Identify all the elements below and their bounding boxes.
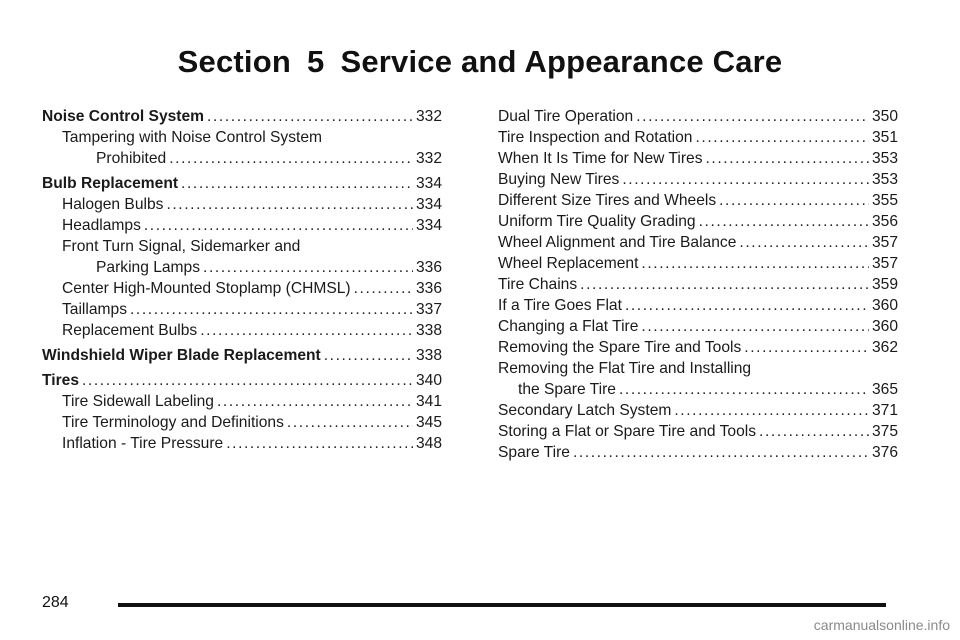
toc-entry-page: 356: [871, 213, 898, 230]
toc-entry-page: 337: [415, 301, 442, 318]
toc-entry[interactable]: [42, 257, 442, 278]
toc-left-column: [42, 106, 442, 454]
toc-entry[interactable]: [498, 379, 898, 400]
dot-leader: [636, 106, 869, 127]
toc-entry[interactable]: [498, 190, 898, 211]
toc-entry-label: Parking Lamps: [96, 259, 201, 276]
toc-entry[interactable]: [498, 421, 898, 442]
dot-leader: [82, 370, 413, 391]
toc-entry-page: 376: [871, 444, 898, 461]
toc-entry[interactable]: [42, 236, 442, 257]
dot-leader: [619, 379, 869, 400]
toc-entry[interactable]: [498, 274, 898, 295]
toc-entry-label: Tampering with Noise Control System: [62, 129, 322, 146]
toc-entry-label: Different Size Tires and Wheels: [498, 192, 717, 209]
toc-entry-page: 360: [871, 318, 898, 335]
dot-leader: [719, 190, 869, 211]
toc-entry[interactable]: [498, 232, 898, 253]
dot-leader: [226, 433, 413, 454]
toc-entry-label: Tire Sidewall Labeling: [62, 393, 214, 410]
toc-entry-label: Changing a Flat Tire: [498, 318, 639, 335]
toc-entry-page: 341: [415, 393, 442, 410]
toc-entry-label: Tire Terminology and Definitions: [62, 414, 284, 431]
section-number: 5: [307, 44, 325, 79]
toc-entry-page: 338: [415, 347, 442, 364]
toc-entry-label: Spare Tire: [498, 444, 570, 461]
toc-entry-label: Noise Control System: [42, 108, 205, 125]
dot-leader: [622, 169, 869, 190]
toc-entry[interactable]: [498, 295, 898, 316]
toc-entry-label: Removing the Flat Tire and Installing: [498, 360, 752, 377]
dot-leader: [144, 215, 413, 236]
dot-leader: [759, 421, 869, 442]
toc-entry-label: Wheel Alignment and Tire Balance: [498, 234, 737, 251]
toc-entry-page: 351: [871, 129, 898, 146]
toc-entry-label: Halogen Bulbs: [62, 196, 164, 213]
toc-entry[interactable]: [42, 215, 442, 236]
dot-leader: [625, 295, 869, 316]
toc-entry[interactable]: [42, 433, 442, 454]
toc-entry-page: 362: [871, 339, 898, 356]
toc-entry[interactable]: [498, 337, 898, 358]
toc-entry-page: 332: [415, 150, 442, 167]
toc-entry-page: 357: [871, 255, 898, 272]
toc-entry-page: 336: [415, 259, 442, 276]
toc-entry[interactable]: [498, 358, 898, 379]
toc-entry[interactable]: [42, 412, 442, 433]
toc-entry-label: Headlamps: [62, 217, 141, 234]
toc-entry-page: 340: [415, 372, 442, 389]
toc-entry-label: Tires: [42, 372, 79, 389]
toc-entry[interactable]: [498, 253, 898, 274]
toc-entry-label: Prohibited: [96, 150, 167, 167]
section-word: Section: [177, 44, 291, 79]
toc-entry-page: 334: [415, 196, 442, 213]
toc-entry-page: 360: [871, 297, 898, 314]
toc-entry-label: Buying New Tires: [498, 171, 620, 188]
dot-leader: [200, 320, 413, 341]
dot-leader: [203, 257, 413, 278]
dot-leader: [287, 412, 413, 433]
dot-leader: [324, 345, 413, 366]
toc-entry-label: Replacement Bulbs: [62, 322, 198, 339]
toc-entry-label: Taillamps: [62, 301, 127, 318]
toc-entry-label: If a Tire Goes Flat: [498, 297, 622, 314]
toc-entry-label: Tire Chains: [498, 276, 578, 293]
toc-entry[interactable]: [498, 127, 898, 148]
toc-entry-page: 371: [871, 402, 898, 419]
dot-leader: [181, 173, 413, 194]
dot-leader: [699, 211, 869, 232]
toc-entry-page: 336: [415, 280, 442, 297]
toc-entry-label: When It Is Time for New Tires: [498, 150, 703, 167]
toc-entry-page: 375: [871, 423, 898, 440]
toc-right-column: [498, 106, 898, 463]
toc-entry-label: Dual Tire Operation: [498, 108, 634, 125]
dot-leader: [580, 274, 869, 295]
toc-entry[interactable]: [42, 299, 442, 320]
toc-entry[interactable]: [498, 400, 898, 421]
toc-entry-page: 353: [871, 171, 898, 188]
toc-entry[interactable]: [42, 391, 442, 412]
section-name: Service and Appearance Care: [340, 44, 783, 79]
toc-entry[interactable]: [42, 173, 442, 194]
toc-entry[interactable]: [498, 211, 898, 232]
dot-leader: [706, 148, 869, 169]
toc-entry[interactable]: [42, 194, 442, 215]
toc-entry-page: 353: [871, 150, 898, 167]
toc-entry-page: 332: [415, 108, 442, 125]
toc-entry-label: Front Turn Signal, Sidemarker and: [62, 238, 301, 255]
toc-entry[interactable]: [42, 148, 442, 169]
toc-entry[interactable]: [498, 316, 898, 337]
toc-entry-page: 359: [871, 276, 898, 293]
dot-leader: [169, 148, 413, 169]
toc-entry-page: 350: [871, 108, 898, 125]
toc-entry-label: Center High-Mounted Stoplamp (CHMSL): [62, 280, 351, 297]
toc-entry[interactable]: [42, 345, 442, 366]
toc-entry-label: Bulb Replacement: [42, 175, 179, 192]
dot-leader: [573, 442, 869, 463]
toc-entry-label: Storing a Flat or Spare Tire and Tools: [498, 423, 757, 440]
toc-entry-label: Secondary Latch System: [498, 402, 672, 419]
toc-entry-page: 338: [415, 322, 442, 339]
dot-leader: [130, 299, 413, 320]
toc-entry[interactable]: [42, 127, 442, 148]
toc-entry-label: Inflation - Tire Pressure: [62, 435, 224, 452]
toc-entry[interactable]: [498, 148, 898, 169]
dot-leader: [641, 316, 869, 337]
dot-leader: [207, 106, 413, 127]
page-number: 284: [42, 594, 69, 611]
toc-entry[interactable]: [42, 320, 442, 341]
dot-leader: [674, 400, 869, 421]
dot-leader: [739, 232, 869, 253]
toc-entry-page: 334: [415, 175, 442, 192]
dot-leader: [695, 127, 869, 148]
toc-entry-label: Removing the Spare Tire and Tools: [498, 339, 742, 356]
toc-entry[interactable]: [498, 442, 898, 463]
toc-entry-page: 357: [871, 234, 898, 251]
toc-entry-page: 365: [871, 381, 898, 398]
toc-entry-page: 348: [415, 435, 442, 452]
toc-entry-page: 334: [415, 217, 442, 234]
toc-entry[interactable]: [42, 370, 442, 391]
dot-leader: [744, 337, 869, 358]
toc-entry[interactable]: [42, 278, 442, 299]
toc-entry-page: 355: [871, 192, 898, 209]
dot-leader: [354, 278, 413, 299]
toc-entry-label: Wheel Replacement: [498, 255, 639, 272]
dot-leader: [641, 253, 869, 274]
dot-leader: [217, 391, 413, 412]
footer-rule: [118, 603, 886, 607]
toc-entry-label: Windshield Wiper Blade Replacement: [42, 347, 321, 364]
toc-entry-label: Uniform Tire Quality Grading: [498, 213, 696, 230]
toc-entry[interactable]: [498, 106, 898, 127]
toc-entry-page: 345: [415, 414, 442, 431]
watermark: carmanualsonline.info: [813, 617, 950, 633]
toc-entry-label: Tire Inspection and Rotation: [498, 129, 693, 146]
dot-leader: [166, 194, 413, 215]
section-title: [0, 44, 960, 80]
toc-entry[interactable]: [498, 169, 898, 190]
toc-entry[interactable]: [42, 106, 442, 127]
toc-entry-label: the Spare Tire: [518, 381, 616, 398]
